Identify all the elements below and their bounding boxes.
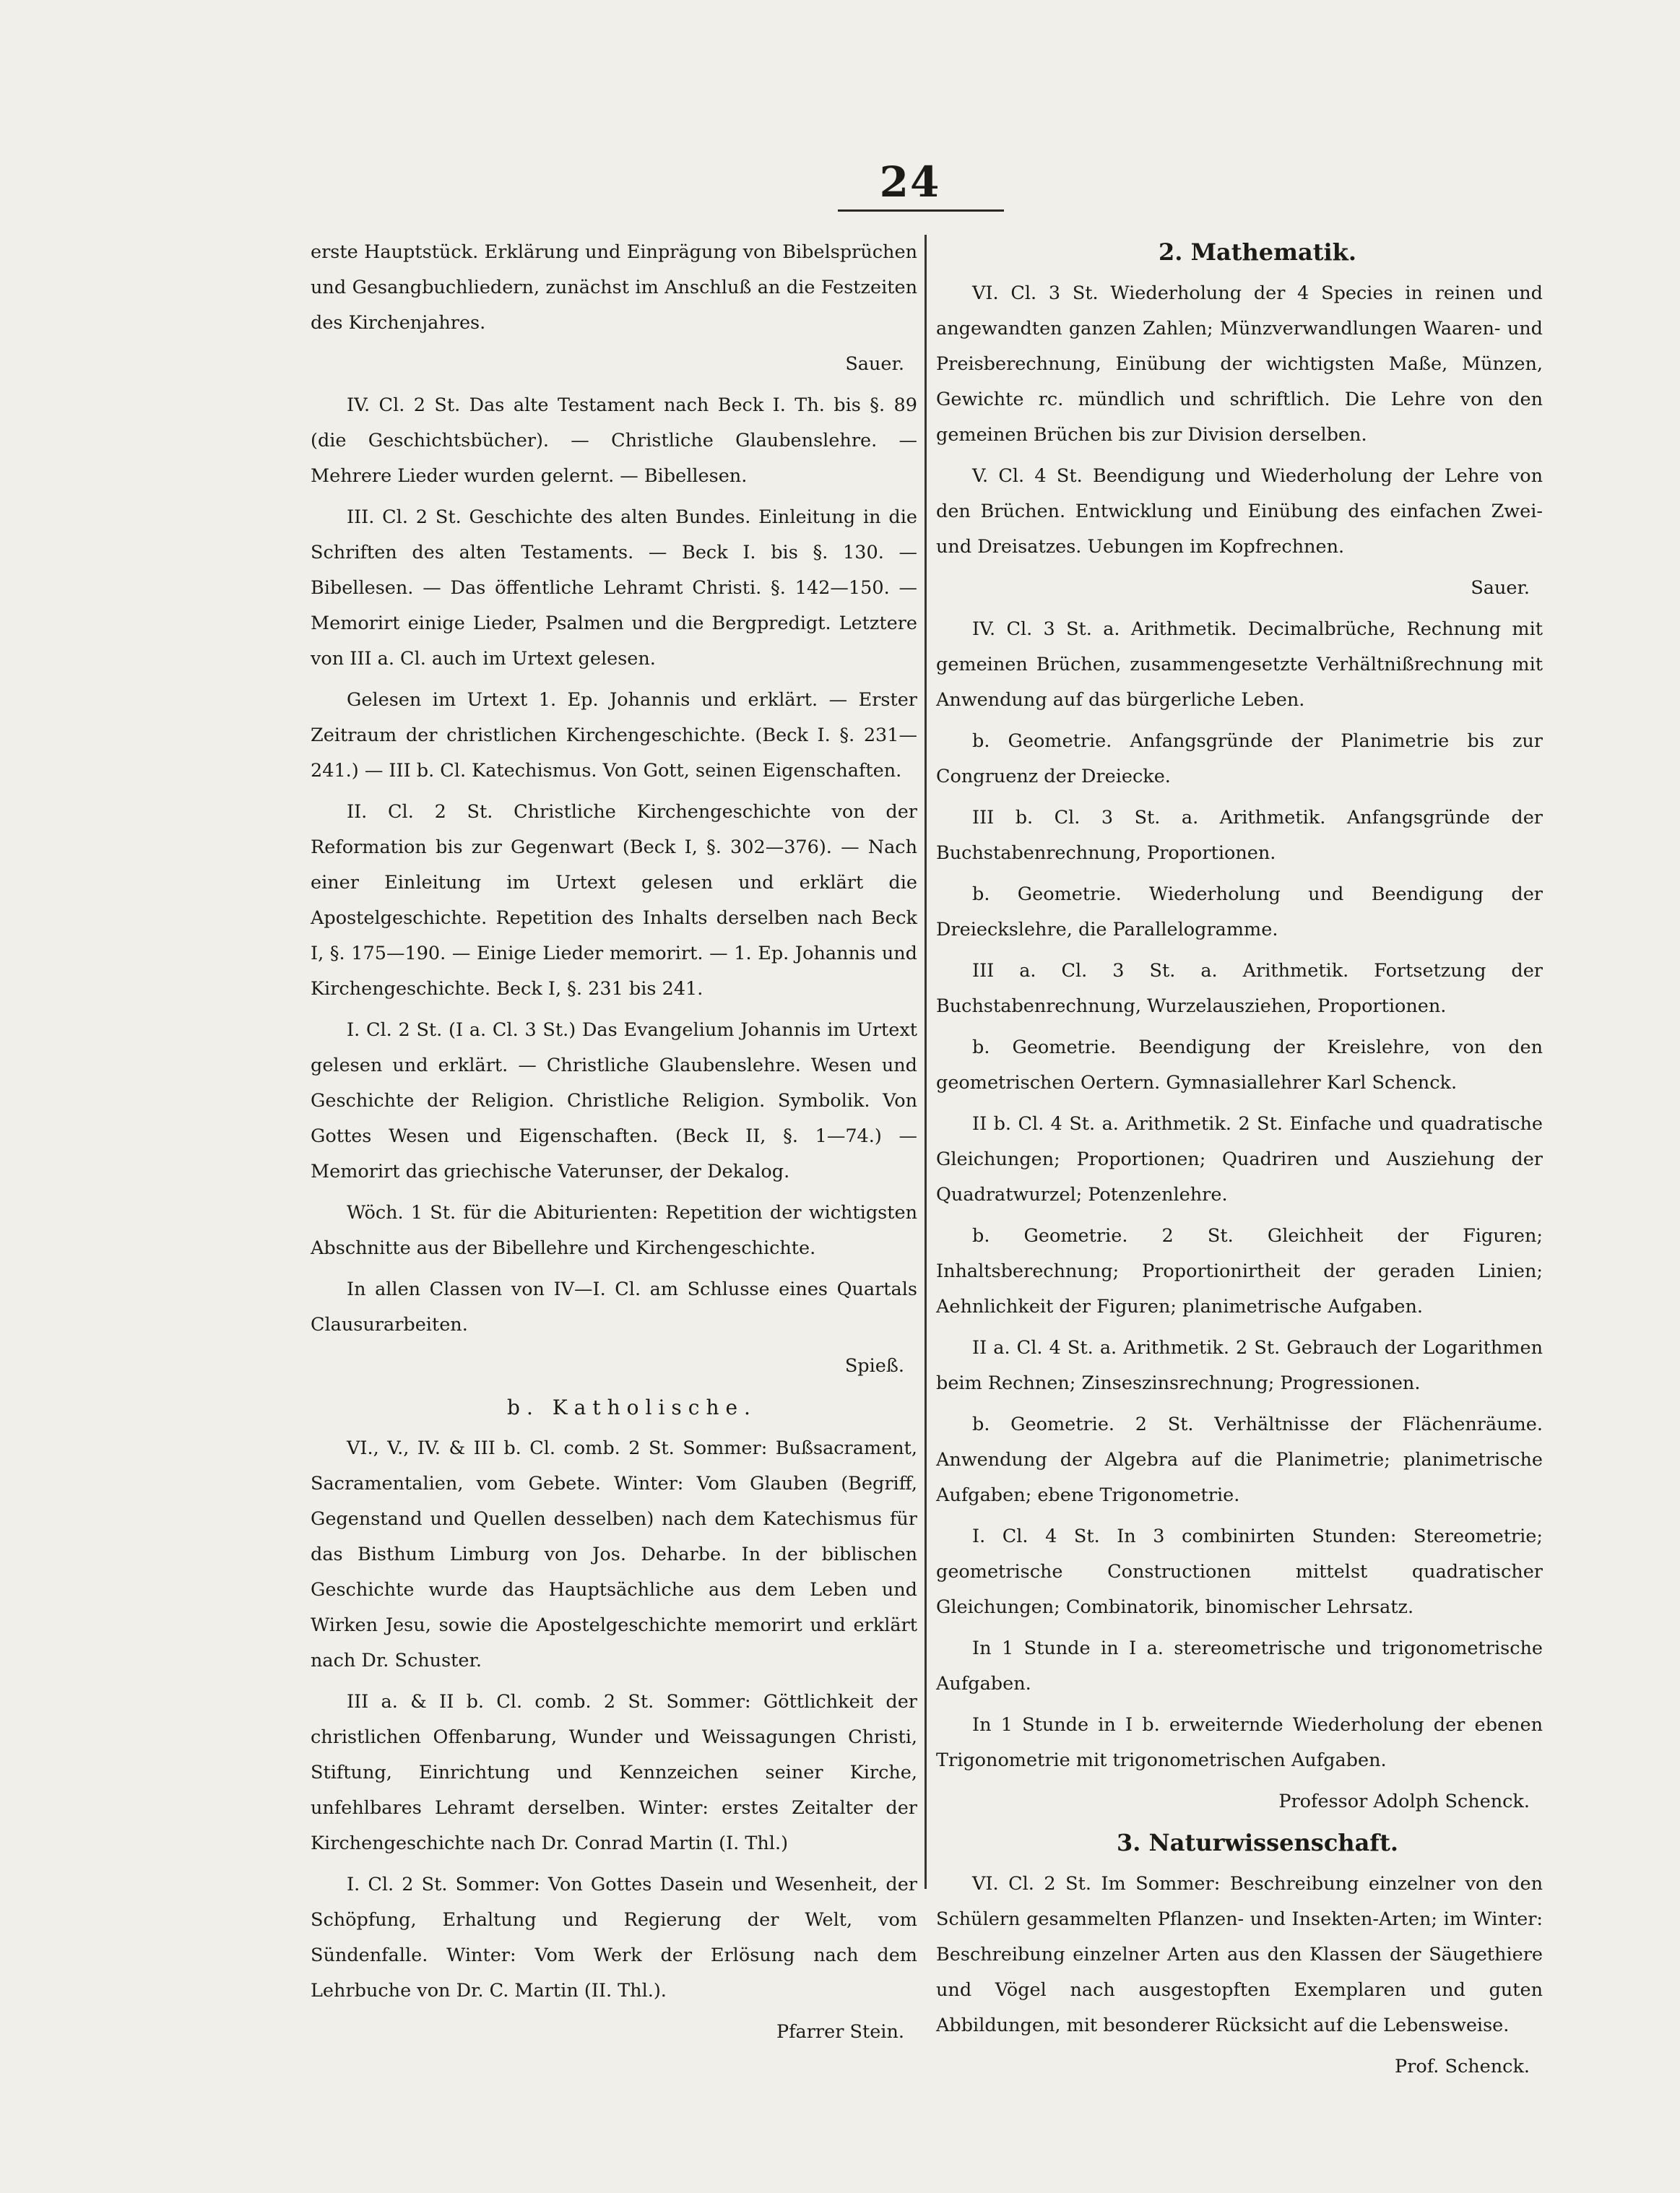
teacher-signature: Prof. Schenck. xyxy=(1395,2056,1530,2077)
paragraph: b. Geometrie. Beendigung der Kreislehre, von den geometrischen Oertern. Gymnasiallehrer Karl Schenck. xyxy=(936,1037,1543,1094)
paragraph: VI. Cl. 3 St. Wiederholung der 4 Species in reinen und angewandten ganzen Zahlen; Münzverwandlungen Waaren- und Preisberechnung, Einübung der wichtigsten Maße, Münzen, Gewichte rc. mündlich und schriftlich. Die Lehre von den gemeinen Brüchen bis zur Division derselben. xyxy=(936,282,1543,446)
paragraph: II. Cl. 2 St. Christliche Kirchengeschichte von der Reformation bis zur Gegenwart (Beck I, §. 302—376). — Nach einer Einleitung im Urtext gelesen und erklärt die Apostelgeschichte. Repetition des Inhalts derselben nach Beck I, §. 175—190. — Einige Lieder memorirt. — 1. Ep. Johannis und Kirchengeschichte. Beck I, §. 231 bis 241. xyxy=(311,801,917,1000)
paragraph: I. Cl. 2 St. Sommer: Von Gottes Dasein und Wesenheit, der Schöpfung, Erhaltung und Regierung der Welt, vom Sündenfalle. Winter: Vom Werk der Erlösung nach dem Lehrbuche von Dr. C. Martin (II. Thl.). xyxy=(311,1874,917,2002)
section-heading: 2. Mathematik. xyxy=(1159,238,1356,266)
teacher-signature: Sauer. xyxy=(845,353,904,375)
paragraph: Gelesen im Urtext 1. Ep. Johannis und erklärt. — Erster Zeitraum der christlichen Kirchengeschichte. (Beck I. §. 231—241.) — III b. Cl. Katechismus. Von Gott, seinen Eigenschaften. xyxy=(311,689,917,782)
teacher-signature: Professor Adolph Schenck. xyxy=(1278,1791,1530,1812)
paragraph: Wöch. 1 St. für die Abiturienten: Repetition der wichtigsten Abschnitte aus der Bibellehre und Kirchengeschichte. xyxy=(311,1202,917,1259)
page-number-rule xyxy=(838,209,1004,212)
teacher-signature: Pfarrer Stein. xyxy=(776,2021,904,2043)
teacher-signature: Spieß. xyxy=(844,1355,904,1377)
paragraph: V. Cl. 4 St. Beendigung und Wiederholung der Lehre von den Brüchen. Entwicklung und Einübung des einfachen Zwei- und Dreisatzes. Uebungen im Kopfrechnen. xyxy=(936,465,1543,558)
column-divider xyxy=(925,235,927,1889)
paragraph: II b. Cl. 4 St. a. Arithmetik. 2 St. Einfache und quadratische Gleichungen; Proportionen; Quadriren und Ausziehung der Quadratwurzel; Potenzenlehre. xyxy=(936,1113,1543,1206)
paragraph: VI., V., IV. & III b. Cl. comb. 2 St. Sommer: Bußsacrament, Sacramentalien, vom Gebete. Winter: Vom Glauben (Begriff, Gegenstand und Quellen desselben) nach dem Katechismus für das Bisthum Limburg von Jos. Deharbe. In der biblischen Geschichte wurde das Hauptsächliche aus dem Leben und Wirken Jesu, sowie die Apostelgeschichte memorirt und erklärt nach Dr. Schuster. xyxy=(311,1437,917,1671)
paragraph: b. Geometrie. Wiederholung und Beendigung der Dreieckslehre, die Parallelogramme. xyxy=(936,883,1543,940)
paragraph: I. Cl. 4 St. In 3 combinirten Stunden: Stereometrie; geometrische Constructionen mittelst quadratischer Gleichungen; Combinatorik, binomischer Lehrsatz. xyxy=(936,1526,1543,1618)
left-column xyxy=(311,235,917,2056)
paragraph: IV. Cl. 2 St. Das alte Testament nach Beck I. Th. bis §. 89 (die Geschichtsbücher). — Christliche Glaubenslehre. — Mehrere Lieder wurden gelernt. — Bibellesen. xyxy=(311,394,917,487)
paragraph: III. Cl. 2 St. Geschichte des alten Bundes. Einleitung in die Schriften des alten Testaments. — Beck I. bis §. 130. — Bibellesen. — Das öffentliche Lehramt Christi. §. 142—150. — Memorirt einige Lieder, Psalmen und die Bergpredigt. Letztere von III a. Cl. auch im Urtext gelesen. xyxy=(311,506,917,670)
page-number: 24 xyxy=(879,157,941,207)
paragraph: b. Geometrie. Anfangsgründe der Planimetrie bis zur Congruenz der Dreiecke. xyxy=(936,730,1543,787)
paragraph: III a. & II b. Cl. comb. 2 St. Sommer: Göttlichkeit der christlichen Offenbarung, Wunder und Weissagungen Christi, Stiftung, Einrichtung und Kennzeichen seiner Kirche, unfehlbares Lehramt derselben. Winter: erstes Zeitalter der Kirchengeschichte nach Dr. Conrad Martin (I. Thl.) xyxy=(311,1691,917,1854)
paragraph: In allen Classen von IV—I. Cl. am Schlusse eines Quartals Clausurarbeiten. xyxy=(311,1279,917,1336)
paragraph: IV. Cl. 3 St. a. Arithmetik. Decimalbrüche, Rechnung mit gemeinen Brüchen, zusammengesetzte Verhältnißrechnung mit Anwendung auf das bürgerliche Leben. xyxy=(936,618,1543,711)
right-column xyxy=(936,235,1543,2090)
paragraph: In 1 Stunde in I b. erweiternde Wiederholung der ebenen Trigonometrie mit trigonometrischen Aufgaben. xyxy=(936,1714,1543,1771)
paragraph: erste Hauptstück. Erklärung und Einprägung von Bibelsprüchen und Gesangbuchliedern, zunächst im Anschluß an die Festzeiten des Kirchenjahres. xyxy=(311,241,917,334)
paragraph: VI. Cl. 2 St. Im Sommer: Beschreibung einzelner von den Schülern gesammelten Pflanzen- und Insekten-Arten; im Winter: Beschreibung einzelner Arten aus den Klassen der Säugethiere und Vögel nach ausgestopften Exemplaren und guten Abbildungen, mit besonderer Rücksicht auf die Lebensweise. xyxy=(936,1873,1543,2036)
section-subheading: b. Katholische. xyxy=(507,1396,757,1419)
paragraph: I. Cl. 2 St. (I a. Cl. 3 St.) Das Evangelium Johannis im Urtext gelesen und erklärt. — Christliche Glaubenslehre. Wesen und Geschichte der Religion. Christliche Religion. Symbolik. Von Gottes Wesen und Eigenschaften. (Beck II, §. 1—74.) — Memorirt das griechische Vaterunser, der Dekalog. xyxy=(311,1019,917,1182)
paragraph: III b. Cl. 3 St. a. Arithmetik. Anfangsgründe der Buchstabenrechnung, Proportionen. xyxy=(936,807,1543,864)
teacher-signature: Sauer. xyxy=(1471,577,1530,599)
paragraph: b. Geometrie. 2 St. Gleichheit der Figuren; Inhaltsberechnung; Proportionirtheit der geraden Linien; Aehnlichkeit der Figuren; planimetrische Aufgaben. xyxy=(936,1225,1543,1318)
paragraph: b. Geometrie. 2 St. Verhältnisse der Flächenräume. Anwendung der Algebra auf die Planimetrie; planimetrische Aufgaben; ebene Trigonometrie. xyxy=(936,1414,1543,1506)
paragraph: In 1 Stunde in I a. stereometrische und trigonometrische Aufgaben. xyxy=(936,1638,1543,1695)
section-heading: 3. Naturwissenschaft. xyxy=(1117,1829,1398,1856)
paragraph: II a. Cl. 4 St. a. Arithmetik. 2 St. Gebrauch der Logarithmen beim Rechnen; Zinseszinsrechnung; Progressionen. xyxy=(936,1337,1543,1394)
paragraph: III a. Cl. 3 St. a. Arithmetik. Fortsetzung der Buchstabenrechnung, Wurzelausziehen, Proportionen. xyxy=(936,960,1543,1017)
